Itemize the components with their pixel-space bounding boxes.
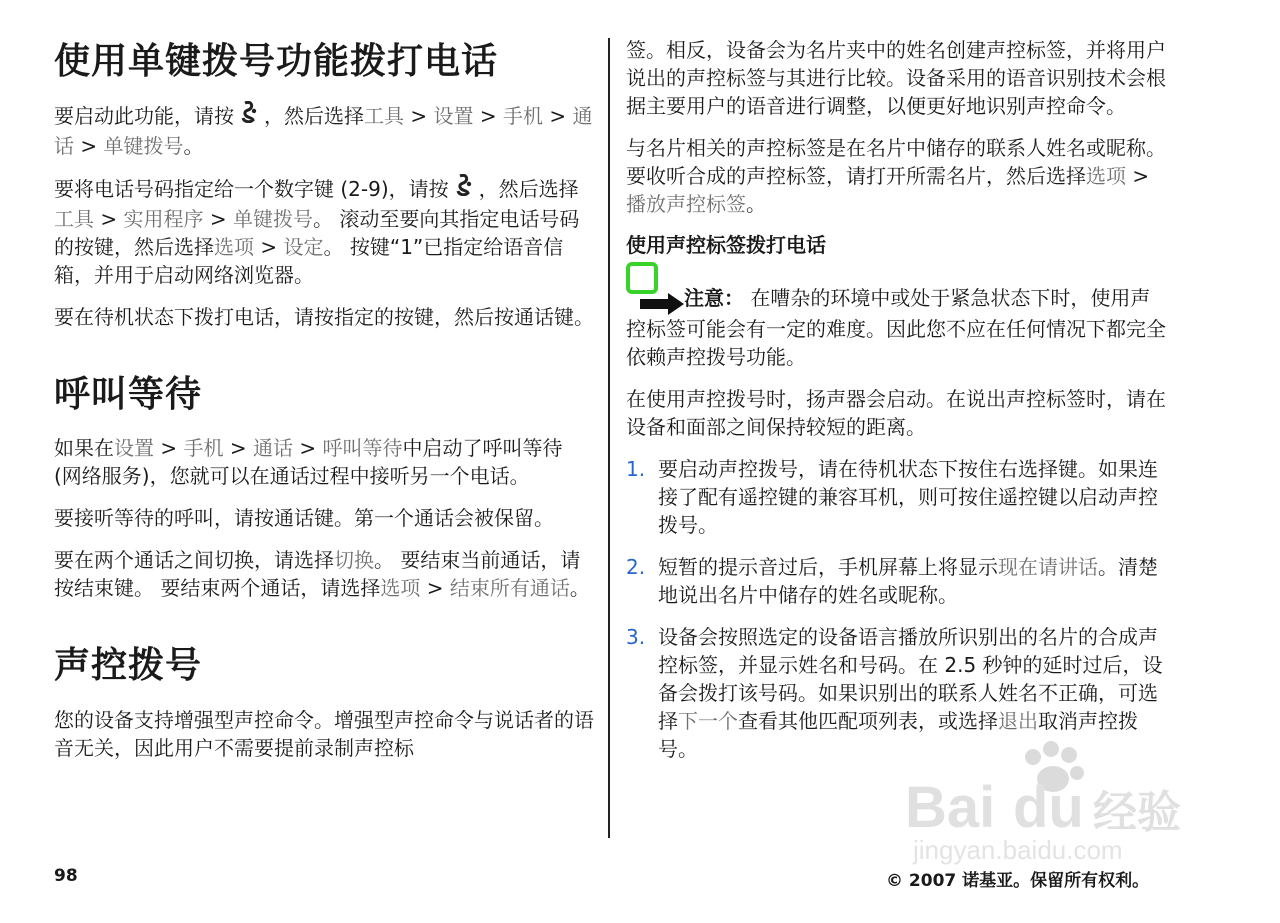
- menu-key-icon: [455, 174, 473, 205]
- list-item: 3. 设备会按照选定的设备语言播放所识别出的名片的合成声控标签，并显示姓名和号码。在 2.5 秒钟的延时过后，设备会拨打该号码。如果识别出的联系人姓名不正确，可选择下一个查看其他匹配项列表，或选择退出取消声控拨号。: [626, 624, 1163, 761]
- note-icon: [626, 262, 658, 294]
- note-label: 注意：: [684, 286, 744, 310]
- svg-text:经验: 经验: [1093, 787, 1181, 838]
- list-item: 1. 要启动声控拨号，请在待机状态下按住右选择键。如果连接了配有遥控键的兼容耳机，则可按住遥控键以启动声控拨号。: [626, 456, 1158, 537]
- section-title-call-waiting: 呼叫等待: [54, 374, 203, 416]
- menu-path-tools: 工具: [364, 104, 404, 129]
- menu-path-settings: 设置: [433, 104, 474, 129]
- paragraph-speaker-info: 在使用声控拨号时，扬声器会启动。在说出声控标签时，请在设备和面部之间保持较短的距离。: [626, 386, 1166, 439]
- paragraph-call-waiting-activate: 如果在设置 > 手机 > 通话 > 呼叫等待中启动了呼叫等待 (网络服务)，您就可以在通话过程中接听另一个电话。: [54, 436, 563, 489]
- menu-key-icon: [240, 101, 258, 132]
- left-column: [54, 30, 594, 776]
- paragraph-voice-dial-continued: 签。相反，设备会为名片夹中的姓名创建声控标签，并将用户说出的声控标签与其进行比较。设备采用的语音识别技术会根据主要用户的语音进行调整，以便更好地识别声控命令。: [626, 38, 1166, 118]
- menu-path-phone: 手机: [502, 104, 543, 129]
- paragraph-speed-dial-standby: 要在待机状态下拨打电话，请按指定的按键，然后按通话键。: [54, 305, 594, 330]
- paragraph-call-waiting-switch: 要在两个通话之间切换，请选择切换。 要结束当前通话，请按结束键。 要结束两个通话，请选择选项 > 结束所有通话。: [54, 548, 590, 601]
- paragraph-voice-dial-intro: 您的设备支持增强型声控命令。增强型声控命令与说话者的语音无关，因此用户不需要提前录制声控标: [54, 707, 594, 760]
- page-number: 98: [54, 866, 78, 886]
- svg-text:Bai: Bai: [905, 775, 996, 840]
- baidu-watermark-logo: [905, 735, 1225, 865]
- paragraph-speed-dial-activate: 要启动此功能，请按 ，然后选择工具 > 设置 > 手机 > 通话 > 单键拨号。: [54, 101, 594, 160]
- copyright-text: © 2007 诺基亚。保留所有权利。: [886, 871, 1150, 891]
- subsection-heading-voice-tag-call: 使用声控标签拨打电话: [626, 233, 826, 257]
- section-title-voice-dial: 声控拨号: [54, 645, 203, 687]
- column-divider: [608, 38, 610, 838]
- svg-text:jingyan.baidu.com: jingyan.baidu.com: [913, 835, 1123, 865]
- right-column: [626, 36, 1166, 777]
- paragraph-speed-dial-assign: 要将电话号码指定给一个数字键 (2-9)，请按 ，然后选择工具 > 实用程序 > 单键拨号。 滚动至要向其指定电话号码的按键，然后选择选项 > 设定。 按键“1”已指定给语音信箱，并用于启动网络浏览器。: [54, 174, 594, 289]
- steps-list: [626, 455, 1166, 763]
- menu-path-call: 通话: [54, 104, 593, 159]
- svg-text:du: du: [1013, 775, 1084, 840]
- paragraph-call-waiting-answer: 要接听等待的呼叫，请按通话键。第一个通话会被保留。: [54, 506, 554, 531]
- paragraph-voice-tag-play: 与名片相关的声控标签是在名片中储存的联系人姓名或昵称。要收听合成的声控标签，请打开所需名片，然后选择选项 > 播放声控标签。: [626, 136, 1166, 216]
- arrow-icon: [640, 293, 684, 315]
- section-title-speed-dial: 使用单键拨号功能拨打电话: [54, 41, 499, 82]
- list-item: 2. 短暂的提示音过后，手机屏幕上将显示现在请讲话。清楚地说出名片中储存的姓名或昵称。: [626, 554, 1158, 607]
- menu-path-speed-dial: 单键拨号: [103, 134, 184, 159]
- note-paragraph: 注意： 在嘈杂的环境中或处于紧急状态下时，使用声控标签可能会有一定的难度。因此您不应在任何情况下都完全依赖声控拨号功能。: [626, 284, 1166, 371]
